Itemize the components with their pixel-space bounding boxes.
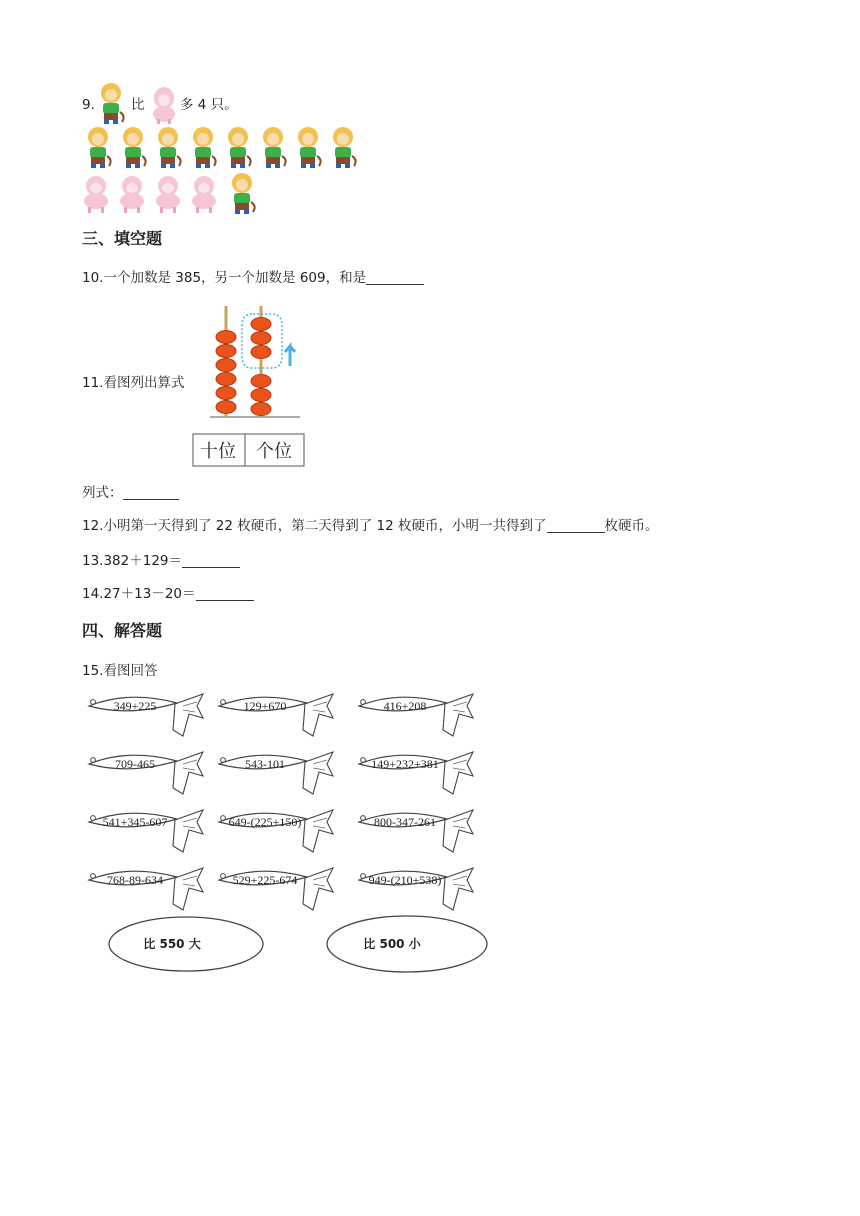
q11-formula-label: 列式： xyxy=(82,485,123,501)
monkey-icon xyxy=(88,127,111,168)
abacus-bead xyxy=(251,389,271,402)
abacus-bead xyxy=(251,346,271,359)
fish-card[interactable] xyxy=(359,868,473,910)
abacus-bead xyxy=(251,332,271,345)
fish-card[interactable] xyxy=(219,868,333,910)
abacus-bead xyxy=(216,345,236,358)
q14-row xyxy=(82,585,254,603)
monkey-icon xyxy=(158,127,181,168)
monkey-icon xyxy=(298,127,321,168)
q14-text: 14.27＋13－20＝ xyxy=(82,586,196,602)
abacus-bead xyxy=(216,401,236,414)
q10-row xyxy=(82,269,424,287)
label-ones: 个位 xyxy=(256,441,292,462)
q9-text-bi: 比 xyxy=(131,97,145,113)
fish-card[interactable] xyxy=(359,694,473,736)
fish-card[interactable] xyxy=(89,694,203,736)
q12-text: 12.小明第一天得到了 22 枚硬币，第二天得到了 12 枚硬币，小明一共得到了 xyxy=(82,518,547,534)
q13-text: 13.382＋129＝ xyxy=(82,553,183,569)
up-arrow-icon xyxy=(285,346,295,366)
abacus-bead xyxy=(216,373,236,386)
abacus-bead xyxy=(251,375,271,388)
q12-row xyxy=(82,517,659,535)
sheep-icon xyxy=(192,176,216,213)
q9-text-more: 多 4 只。 xyxy=(180,97,238,113)
fish-figure xyxy=(82,688,502,978)
q9-number: 9. xyxy=(82,97,95,113)
fish-expression: 529+225-674 xyxy=(232,873,298,887)
sheep-icon xyxy=(150,84,178,124)
q13-answer-blank[interactable] xyxy=(182,553,240,568)
label-tens: 十位 xyxy=(200,441,236,462)
oval-small-label: 比 500 小 xyxy=(363,937,421,951)
fish-expression: 541+345-607 xyxy=(102,815,168,829)
monkey-icon xyxy=(94,82,128,126)
monkey-icon xyxy=(193,127,216,168)
monkey-icon xyxy=(123,127,146,168)
fish-expression: 800-347-261 xyxy=(374,815,436,829)
fish-expression: 149+232+381 xyxy=(371,757,439,771)
fish-card[interactable] xyxy=(219,752,333,794)
fish-expression: 349+225 xyxy=(113,699,157,713)
q10-text: 10.一个加数是 385，另一个加数是 609，和是 xyxy=(82,270,367,286)
fish-tail xyxy=(443,868,473,910)
monkey-icon xyxy=(232,173,255,214)
abacus-bead xyxy=(216,331,236,344)
abacus-figure xyxy=(190,304,310,470)
abacus-bead xyxy=(251,403,271,416)
fish-tail xyxy=(303,810,333,852)
monkey-icon xyxy=(263,127,286,168)
fish-card[interactable] xyxy=(219,810,333,852)
sheep-icon xyxy=(156,176,180,213)
fish-expression: 129+670 xyxy=(243,699,287,713)
fish-card[interactable] xyxy=(89,810,203,852)
fish-card[interactable] xyxy=(359,810,473,852)
fish-tail xyxy=(443,752,473,794)
abacus-bead xyxy=(216,387,236,400)
q12-text-after: 枚硬币。 xyxy=(604,518,659,534)
abacus-bead xyxy=(251,318,271,331)
fish-card[interactable] xyxy=(89,868,203,910)
fish-tail xyxy=(173,810,203,852)
fish-expression: 949-(210+538) xyxy=(368,873,442,887)
fish-tail xyxy=(173,694,203,736)
monkey-icon xyxy=(228,127,251,168)
section-4-title: 四、解答题 xyxy=(82,621,163,640)
fish-tail xyxy=(173,868,203,910)
fish-expression: 709-465 xyxy=(115,757,155,771)
fish-expression: 416+208 xyxy=(383,699,427,713)
monkey-icon xyxy=(333,127,356,168)
fish-card[interactable] xyxy=(219,694,333,736)
fish-expression: 649-(225+150) xyxy=(228,815,302,829)
fish-tail xyxy=(303,694,333,736)
oval-big-label: 比 550 大 xyxy=(143,937,201,951)
q14-answer-blank[interactable] xyxy=(196,586,254,601)
fish-tail xyxy=(303,868,333,910)
fish-card[interactable] xyxy=(89,752,203,794)
q11-text: 11.看图列出算式 xyxy=(82,375,185,391)
monkey-row xyxy=(82,124,372,174)
q15-text: 15.看图回答 xyxy=(82,663,158,679)
q10-answer-blank[interactable] xyxy=(366,270,424,285)
fish-tail xyxy=(443,694,473,736)
sheep-icon xyxy=(120,176,144,213)
fish-expression: 768-89-634 xyxy=(107,873,163,887)
fish-expression: 543-101 xyxy=(245,757,285,771)
q12-answer-blank[interactable] xyxy=(547,518,605,533)
fish-card[interactable] xyxy=(359,752,473,794)
sheep-icon xyxy=(84,176,108,213)
q13-row xyxy=(82,552,240,570)
sheep-row xyxy=(82,172,272,218)
q11-answer-blank[interactable] xyxy=(123,485,179,500)
section-3-title: 三、填空题 xyxy=(82,229,163,248)
fish-tail xyxy=(443,810,473,852)
fish-tail xyxy=(173,752,203,794)
q11-formula-row xyxy=(82,484,179,502)
fish-tail xyxy=(303,752,333,794)
abacus-bead xyxy=(216,359,236,372)
